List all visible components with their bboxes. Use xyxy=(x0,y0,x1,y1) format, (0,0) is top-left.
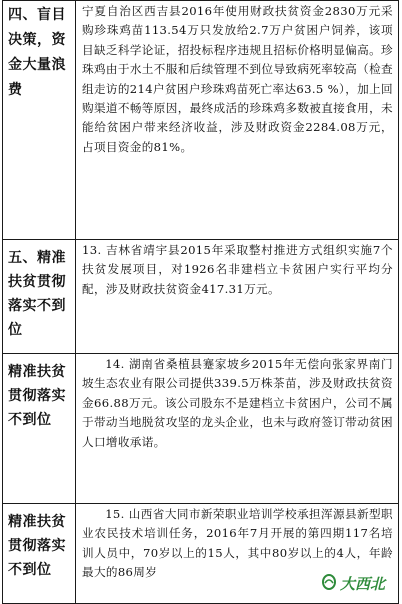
category-cell: 精准扶贫贯彻落实不到位 xyxy=(3,354,76,504)
table-row xyxy=(3,1,399,240)
body-cell: 13. 吉林省靖宇县2015年采取整村推进方式组织实施7个扶贫发展项目，对1926名非建档立卡贫困户实行平均分配，涉及财政扶贫资金417.31万元。 xyxy=(76,240,399,354)
category-cell: 四、盲目决策，资金大量浪费 xyxy=(3,1,76,240)
body-cell: 15. 山西省大同市新荣职业培训学校承担浑源县新型职业农民技术培训任务，2016年7月开展的第四期117名培训人员中，70岁以上的15人，其中80岁以上的4人，年龄最大的86周岁 xyxy=(76,504,399,604)
category-cell: 五、精准扶贫贯彻落实不到位 xyxy=(3,240,76,354)
table-row xyxy=(3,240,399,354)
watermark-logo xyxy=(320,570,398,598)
document-table xyxy=(2,0,399,604)
table-row xyxy=(3,354,399,504)
body-cell: 宁夏自治区西吉县2016年使用财政扶贫资金2830万元采购珍珠鸡苗113.54万只发放给2.7万户贫困户饲养，该项目缺乏科学论证，招投标程序违规且招标价格明显偏高。珍珠鸡由于水土不服和后续管理不到位导致病死率较高（检查组走访的214户贫困户珍珠鸡苗死亡率达63.5 %），加上回购渠道不畅等原因，最终成活的珍珠鸡多数被直接食用，未能给贫困户带来经济收益，涉及财政资金2284.08万元，占项目资金的81%。 xyxy=(76,1,399,240)
body-cell: 14. 湖南省桑植县蹇家坡乡2015年无偿向张家界南门坡生态农业有限公司提供339.5万株茶苗，涉及财政扶贫资金66.88万元。该公司股东不是建档立卡贫困户，公司不属于带动当地脱贫攻坚的龙头企业，也未与政府签订带动贫困人口增收承诺。 xyxy=(76,354,399,504)
category-cell: 精准扶贫贯彻落实不到位 xyxy=(3,504,76,604)
watermark-text: 大西北 xyxy=(340,575,386,593)
